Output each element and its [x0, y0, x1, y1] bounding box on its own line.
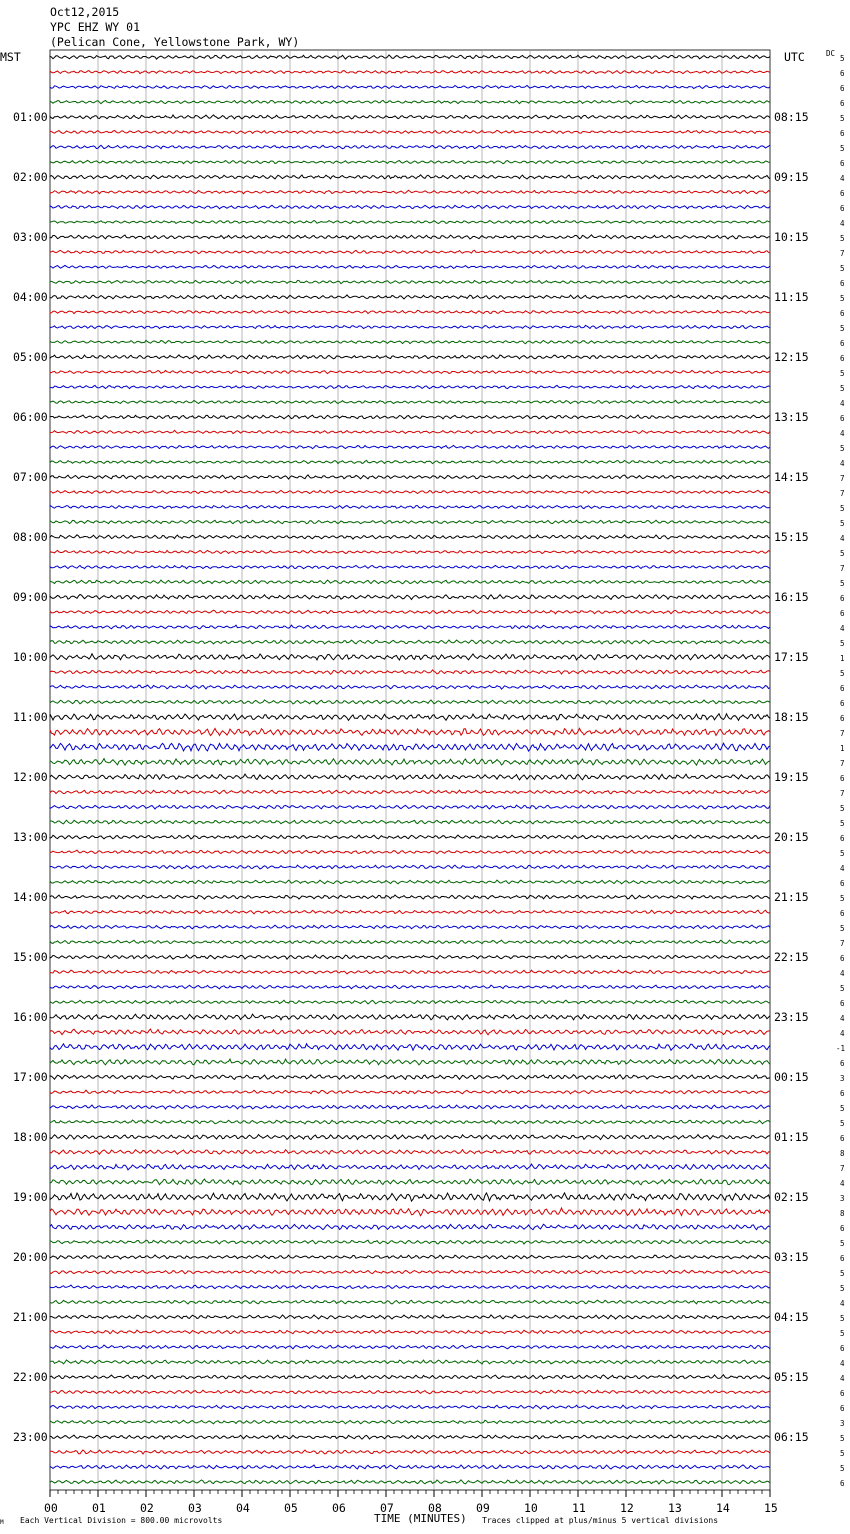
trace-0: [50, 55, 770, 59]
trace-1: [50, 71, 770, 74]
dc-offset-value: 5: [840, 324, 845, 333]
dc-offset-value: 5: [840, 444, 845, 453]
utc-label: 08:15: [774, 110, 809, 124]
dc-offset-value: 5: [840, 1104, 845, 1113]
x-tick-label: 11: [572, 1501, 586, 1515]
dc-offset-value: 6: [840, 1224, 845, 1233]
trace-82: [50, 1285, 770, 1289]
trace-47: [50, 759, 770, 766]
dc-offset-value: 7: [840, 489, 845, 498]
dc-offset-value: 7: [840, 939, 845, 948]
dc-offset-value: 6: [840, 1089, 845, 1098]
dc-offset-value: 6: [840, 699, 845, 708]
trace-24: [50, 415, 770, 419]
trace-25: [50, 430, 770, 433]
trace-75: [50, 1179, 770, 1185]
x-tick-label: 12: [620, 1501, 634, 1515]
trace-20: [50, 355, 770, 359]
trace-62: [50, 985, 770, 989]
mst-label: 20:00: [13, 1250, 48, 1264]
mst-label: 04:00: [13, 290, 48, 304]
trace-9: [50, 190, 770, 193]
x-tick-label: 05: [284, 1501, 298, 1515]
dc-offset-value: 5: [840, 894, 845, 903]
trace-79: [50, 1240, 770, 1244]
dc-offset-value: 6: [840, 69, 845, 78]
mst-label: 10:00: [13, 650, 48, 664]
trace-72: [50, 1135, 770, 1140]
dc-offset-value: 6: [840, 909, 845, 918]
dc-offset-value: 6: [840, 1134, 845, 1143]
trace-89: [50, 1390, 770, 1394]
trace-52: [50, 835, 770, 839]
trace-15: [50, 280, 770, 283]
trace-32: [50, 535, 770, 539]
utc-label: 11:15: [774, 290, 809, 304]
dc-offset-value: 5: [840, 639, 845, 648]
trace-53: [50, 850, 770, 854]
seismic-traces: [50, 55, 770, 1484]
trace-94: [50, 1465, 770, 1469]
dc-offset-value: 7: [840, 474, 845, 483]
trace-59: [50, 940, 770, 944]
trace-34: [50, 565, 770, 568]
mst-label: 13:00: [13, 830, 48, 844]
trace-56: [50, 895, 770, 899]
dc-offset-value: 6: [840, 354, 845, 363]
mst-label: 08:00: [13, 530, 48, 544]
trace-91: [50, 1420, 770, 1424]
dc-offset-value: 6: [840, 684, 845, 693]
dc-offset-value: 5: [840, 114, 845, 123]
x-tick-label: 09: [476, 1501, 490, 1515]
dc-offset-value: 6: [840, 339, 845, 348]
trace-29: [50, 490, 770, 493]
trace-37: [50, 610, 770, 614]
dc-offset-value: 6: [840, 1404, 845, 1413]
mst-label: 01:00: [13, 110, 48, 124]
trace-57: [50, 910, 770, 914]
dc-offset-value: 6: [840, 159, 845, 168]
utc-label: 04:15: [774, 1310, 809, 1324]
dc-offset-value: 5: [840, 924, 845, 933]
trace-92: [50, 1435, 770, 1439]
utc-label: 14:15: [774, 470, 809, 484]
dc-offset-value: 5: [840, 294, 845, 303]
dc-offset-value: 5: [840, 804, 845, 813]
utc-label: 05:15: [774, 1370, 809, 1384]
dc-offset-value: 4: [840, 1374, 845, 1383]
trace-31: [50, 520, 770, 524]
dc-offset-value: 4: [840, 174, 845, 183]
dc-offset-value: 6: [840, 204, 845, 213]
trace-12: [50, 235, 770, 239]
utc-label: 18:15: [774, 710, 809, 724]
dc-offset-value: 6: [840, 309, 845, 318]
dc-offset-value: 6: [840, 714, 845, 723]
dc-offset-value: 6: [840, 279, 845, 288]
trace-42: [50, 685, 770, 689]
trace-67: [50, 1059, 770, 1065]
mst-label: 21:00: [13, 1310, 48, 1324]
trace-27: [50, 460, 770, 463]
trace-3: [50, 100, 770, 103]
x-tick-label: 10: [524, 1501, 538, 1515]
dc-offset-values: [836, 54, 845, 1488]
header-location: (Pelican Cone, Yellowstone Park, WY): [50, 35, 300, 49]
trace-69: [50, 1090, 770, 1094]
header-station: YPC EHZ WY 01: [50, 20, 141, 34]
mst-label: 02:00: [13, 170, 48, 184]
trace-22: [50, 385, 770, 388]
trace-83: [50, 1300, 770, 1304]
trace-61: [50, 970, 770, 974]
trace-73: [50, 1150, 770, 1155]
trace-17: [50, 310, 770, 313]
mst-label: 09:00: [13, 590, 48, 604]
dc-offset-value: 5: [840, 1314, 845, 1323]
dc-offset-value: 4: [840, 534, 845, 543]
dc-offset-value: 5: [840, 1329, 845, 1338]
trace-7: [50, 160, 770, 163]
dc-offset-value: 6: [840, 84, 845, 93]
mst-label: 18:00: [13, 1130, 48, 1144]
trace-48: [50, 774, 770, 780]
utc-label: 00:15: [774, 1070, 809, 1084]
trace-39: [50, 640, 770, 644]
utc-label: 10:15: [774, 230, 809, 244]
x-tick-label: 15: [764, 1501, 778, 1515]
trace-64: [50, 1014, 770, 1020]
trace-45: [50, 728, 770, 735]
trace-38: [50, 625, 770, 629]
trace-76: [50, 1193, 770, 1201]
trace-49: [50, 790, 770, 794]
utc-label: 02:15: [774, 1190, 809, 1204]
trace-35: [50, 580, 770, 584]
scale-note: Each Vertical Division = 800.00 microvolts: [20, 1516, 223, 1525]
dc-offset-value: 5: [840, 54, 845, 63]
dc-offset-value: 5: [840, 384, 845, 393]
trace-41: [50, 670, 770, 674]
utc-label: 20:15: [774, 830, 809, 844]
header-date: Oct12,2015: [50, 5, 120, 19]
mst-label: 11:00: [13, 710, 48, 724]
trace-58: [50, 925, 770, 929]
mst-label: 06:00: [13, 410, 48, 424]
x-tick-label: 04: [236, 1501, 250, 1515]
trace-50: [50, 805, 770, 809]
dc-offset-value: 6: [840, 999, 845, 1008]
dc-offset-value: 4: [840, 1359, 845, 1368]
x-tick-label: 01: [92, 1501, 106, 1515]
utc-label: 22:15: [774, 950, 809, 964]
trace-28: [50, 475, 770, 479]
trace-5: [50, 130, 770, 133]
trace-74: [50, 1164, 770, 1170]
trace-51: [50, 820, 770, 824]
dc-offset-value: -1: [836, 1044, 846, 1053]
x-tick-label: 00: [44, 1501, 58, 1515]
x-tick-label: 13: [668, 1501, 682, 1515]
trace-85: [50, 1330, 770, 1334]
trace-14: [50, 265, 770, 268]
mst-label: 19:00: [13, 1190, 48, 1204]
dc-offset-value: 6: [840, 129, 845, 138]
trace-55: [50, 880, 770, 884]
utc-label: 09:15: [774, 170, 809, 184]
mst-label: 05:00: [13, 350, 48, 364]
dc-offset-value: 4: [840, 864, 845, 873]
dc-offset-value: 4: [840, 1179, 845, 1188]
trace-71: [50, 1120, 770, 1124]
trace-18: [50, 325, 770, 328]
mst-label: 16:00: [13, 1010, 48, 1024]
x-tick-label: 08: [428, 1501, 442, 1515]
dc-offset-value: 5: [840, 144, 845, 153]
trace-88: [50, 1375, 770, 1379]
corner-mark: M: [0, 1519, 4, 1526]
trace-63: [50, 1000, 770, 1004]
trace-40: [50, 654, 770, 660]
trace-2: [50, 85, 770, 88]
dc-offset-value: 4: [840, 1014, 845, 1023]
mst-label: 14:00: [13, 890, 48, 904]
trace-30: [50, 505, 770, 508]
dc-offset-value: 5: [840, 1449, 845, 1458]
dc-offset-value: 6: [840, 594, 845, 603]
utc-label: 03:15: [774, 1250, 809, 1264]
dc-offset-value: 6: [840, 1059, 845, 1068]
dc-offset-value: 5: [840, 579, 845, 588]
dc-offset-value: 6: [840, 414, 845, 423]
dc-offset-value: 3: [840, 1419, 845, 1428]
dc-offset-value: 4: [840, 1029, 845, 1038]
x-tick-label: 02: [140, 1501, 154, 1515]
trace-33: [50, 550, 770, 553]
dc-offset-value: 4: [840, 624, 845, 633]
dc-offset-value: 6: [840, 189, 845, 198]
dc-offset-value: 5: [840, 519, 845, 528]
dc-offset-value: 5: [840, 849, 845, 858]
dc-offset-value: 5: [840, 1239, 845, 1248]
trace-13: [50, 250, 770, 253]
trace-78: [50, 1224, 770, 1230]
dc-offset-value: 5: [840, 504, 845, 513]
trace-54: [50, 865, 770, 869]
trace-4: [50, 115, 770, 119]
trace-65: [50, 1029, 770, 1035]
trace-11: [50, 221, 770, 224]
dc-offset-value: 7: [840, 759, 845, 768]
mst-label: 15:00: [13, 950, 48, 964]
dc-offset-value: 5: [840, 984, 845, 993]
dc-offset-value: 5: [840, 819, 845, 828]
dc-offset-value: 5: [840, 234, 845, 243]
dc-offset-value: 5: [840, 1434, 845, 1443]
dc-offset-value: 4: [840, 969, 845, 978]
dc-offset-value: 6: [840, 1479, 845, 1488]
left-timezone-label: MST: [0, 50, 21, 64]
trace-16: [50, 295, 770, 299]
dc-offset-value: 5: [840, 264, 845, 273]
dc-label: DC: [826, 49, 836, 58]
dc-offset-value: 4: [840, 1299, 845, 1308]
mst-label: 07:00: [13, 470, 48, 484]
trace-86: [50, 1345, 770, 1349]
trace-87: [50, 1360, 770, 1364]
dc-offset-value: 5: [840, 369, 845, 378]
dc-offset-value: 6: [840, 954, 845, 963]
dc-offset-value: 8: [840, 1149, 845, 1158]
dc-offset-value: 6: [840, 99, 845, 108]
dc-offset-value: 4: [840, 459, 845, 468]
trace-60: [50, 955, 770, 959]
mst-label: 12:00: [13, 770, 48, 784]
utc-label: 12:15: [774, 350, 809, 364]
trace-43: [50, 700, 770, 704]
utc-label: 01:15: [774, 1130, 809, 1144]
utc-label: 19:15: [774, 770, 809, 784]
dc-offset-value: 3: [840, 1074, 845, 1083]
dc-offset-value: 6: [840, 774, 845, 783]
dc-offset-value: 3: [840, 1194, 845, 1203]
dc-offset-value: 4: [840, 429, 845, 438]
dc-offset-value: 7: [840, 789, 845, 798]
utc-label: 23:15: [774, 1010, 809, 1024]
trace-93: [50, 1450, 770, 1454]
dc-offset-value: 7: [840, 249, 845, 258]
dc-offset-value: 8: [840, 1209, 845, 1218]
dc-offset-value: 7: [840, 1164, 845, 1173]
trace-90: [50, 1405, 770, 1409]
trace-10: [50, 205, 770, 209]
trace-80: [50, 1255, 770, 1259]
trace-19: [50, 340, 770, 343]
trace-26: [50, 445, 770, 448]
dc-offset-value: 4: [840, 399, 845, 408]
trace-46: [50, 743, 770, 751]
dc-offset-value: 6: [840, 609, 845, 618]
dc-offset-value: 4: [840, 219, 845, 228]
dc-offset-value: 6: [840, 1254, 845, 1263]
utc-label: 13:15: [774, 410, 809, 424]
trace-21: [50, 370, 770, 373]
x-tick-label: 14: [716, 1501, 730, 1515]
dc-offset-value: 6: [840, 879, 845, 888]
x-tick-label: 06: [332, 1501, 346, 1515]
dc-offset-value: 1: [840, 744, 845, 753]
trace-36: [50, 595, 770, 600]
trace-70: [50, 1105, 770, 1109]
trace-84: [50, 1315, 770, 1319]
trace-44: [50, 714, 770, 721]
utc-label: 16:15: [774, 590, 809, 604]
dc-offset-value: 6: [840, 1389, 845, 1398]
x-tick-label: 07: [380, 1501, 394, 1515]
mst-label: 22:00: [13, 1370, 48, 1384]
utc-label: 06:15: [774, 1430, 809, 1444]
mst-label: 23:00: [13, 1430, 48, 1444]
dc-offset-value: 7: [840, 729, 845, 738]
trace-8: [50, 175, 770, 179]
dc-offset-value: 1: [840, 654, 845, 663]
dc-offset-value: 6: [840, 1344, 845, 1353]
dc-offset-value: 6: [840, 834, 845, 843]
dc-offset-value: 7: [840, 564, 845, 573]
mst-label: 03:00: [13, 230, 48, 244]
trace-95: [50, 1480, 770, 1484]
dc-offset-value: 5: [840, 1284, 845, 1293]
dc-offset-value: 5: [840, 1464, 845, 1473]
dc-offset-value: 5: [840, 669, 845, 678]
trace-6: [50, 145, 770, 149]
right-timezone-label: UTC: [784, 50, 805, 64]
trace-68: [50, 1075, 770, 1080]
mst-label: 17:00: [13, 1070, 48, 1084]
trace-81: [50, 1270, 770, 1274]
clip-note: Traces clipped at plus/minus 5 vertical divisions: [482, 1516, 719, 1525]
utc-label: 21:15: [774, 890, 809, 904]
trace-23: [50, 400, 770, 403]
dc-offset-value: 5: [840, 549, 845, 558]
utc-label: 17:15: [774, 650, 809, 664]
dc-offset-value: 5: [840, 1119, 845, 1128]
trace-66: [50, 1044, 770, 1051]
utc-label: 15:15: [774, 530, 809, 544]
x-axis-title: TIME (MINUTES): [374, 1512, 467, 1525]
x-tick-label: 03: [188, 1501, 202, 1515]
dc-offset-value: 5: [840, 1269, 845, 1278]
trace-77: [50, 1208, 770, 1216]
